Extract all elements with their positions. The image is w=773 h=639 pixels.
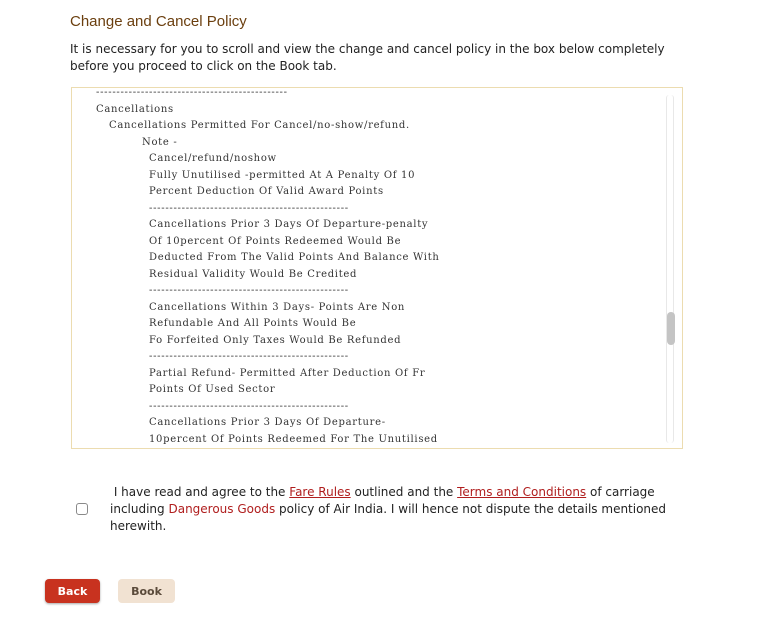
policy-line: Fully Unutilised -permitted At A Penalty Of 10 [149,169,416,181]
policy-line: ----------------------------------------------- [96,87,288,98]
agree-checkbox[interactable] [76,503,88,515]
policy-line: 10percent Of Points Redeemed For The Unutilised [149,433,438,445]
policy-line: ------------------------------------------------- [149,202,349,214]
policy-line: ------------------------------------------------- [149,285,349,296]
fare-rules-link[interactable]: Fare Rules [289,485,351,499]
policy-line: Refundable And All Points Would Be [149,318,357,329]
book-button[interactable]: Book [118,579,175,603]
scrollbar-track[interactable] [666,95,674,443]
dangerous-goods-link[interactable]: Dangerous Goods [168,502,276,516]
policy-line: Cancellations Prior 3 Days Of Departure-penalty [149,219,429,230]
policy-line: Partial Refund- Permitted After Deduction Of Fr [149,367,426,379]
policy-scroll-box[interactable] [71,87,683,449]
policy-line: Points Of Used Sector [149,384,276,395]
back-button[interactable]: Back [45,579,100,603]
policy-line: Cancellations Within 3 Days- Points Are Non [149,301,406,313]
policy-line: Of 10percent Of Points Redeemed Would Be [149,235,402,247]
policy-line: ------------------------------------------------- [149,400,349,412]
terms-and-conditions-link[interactable]: Terms and Conditions [457,485,587,499]
page-title: Change and Cancel Policy [70,13,247,30]
policy-line: Note - [142,136,178,148]
policy-text [72,87,672,448]
policy-line: Fo Forfeited Only Taxes Would Be Refunded [149,334,402,346]
policy-line: Deducted From The Valid Points And Balance With [149,252,440,263]
policy-line: ------------------------------------------------- [149,351,349,362]
agreement-text: I have read and agree to the Fare Rules outlined and the Terms and Conditions of carriage including Dangerous Goods policy of Air India. I will hence not dispute the details mentioned herewith. [110,485,667,533]
policy-line: Residual Validity Would Be Credited [149,268,358,280]
policy-line: Cancellations [96,103,174,115]
policy-line: Cancellations Permitted For Cancel/no-show/refund. [109,120,410,131]
policy-line: Cancel/refund/noshow [149,153,277,164]
instructions-text: It is necessary for you to scroll and view the change and cancel policy in the box below completely before you proceed to click on the Book tab. [70,42,665,73]
policy-line: Cancellations Prior 3 Days Of Departure- [149,417,386,428]
scrollbar-thumb[interactable] [667,312,675,345]
policy-line: Percent Deduction Of Valid Award Points [149,186,384,197]
